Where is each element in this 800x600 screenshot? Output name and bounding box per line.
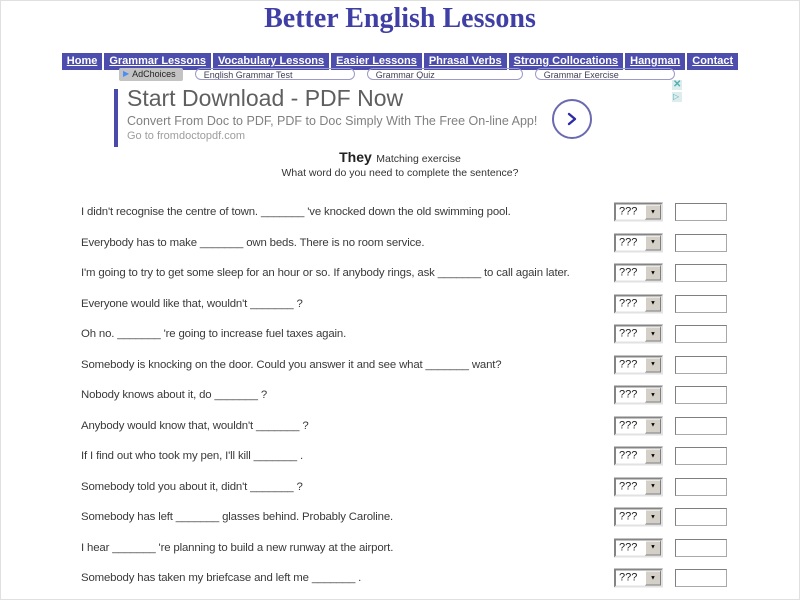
dropdown-arrow-icon: ▼ — [650, 575, 656, 582]
exercise-instruction: What word do you need to complete the sentence? — [281, 167, 519, 179]
answer-dropdown[interactable] — [614, 325, 663, 344]
nav-item-home[interactable]: Home — [62, 53, 103, 70]
dropdown-button[interactable] — [645, 205, 661, 220]
exercise-row-3 — [1, 258, 800, 289]
dropdown-arrow-icon: ▼ — [650, 392, 656, 399]
dropdown-arrow-icon: ▼ — [650, 331, 656, 338]
exercise-subtitle: Matching exercise — [376, 153, 461, 165]
ad-link-english-grammar-test[interactable]: English Grammar Test — [195, 68, 355, 80]
sentence-text: Oh no. _______ 're going to increase fuel taxes again. — [81, 328, 347, 341]
answer-input[interactable] — [675, 203, 727, 221]
dropdown-arrow-icon: ▼ — [650, 453, 656, 460]
adchoices-label: AdChoices — [132, 69, 176, 79]
next-chevron-icon — [564, 111, 580, 127]
page-title: Better English Lessons — [264, 3, 536, 34]
dropdown-value: ??? — [619, 266, 638, 279]
nav-item-vocabulary-lessons[interactable]: Vocabulary Lessons — [213, 53, 329, 70]
ad-controls — [672, 80, 682, 102]
answer-dropdown[interactable] — [614, 355, 663, 374]
answer-dropdown[interactable] — [614, 477, 663, 496]
dropdown-value: ??? — [619, 571, 638, 584]
dropdown-value: ??? — [619, 480, 638, 493]
dropdown-arrow-icon: ▼ — [650, 239, 656, 246]
answer-dropdown[interactable] — [614, 508, 663, 527]
sentence-text: Everyone would like that, wouldn't _______ ? — [81, 297, 303, 310]
ad-description: Convert From Doc to PDF, PDF to Doc Simply With The Free On-line App! — [127, 114, 538, 128]
sentence-text: Somebody has taken my briefcase and left me _______ . — [81, 572, 362, 585]
exercise-row-13 — [1, 563, 800, 594]
dropdown-button[interactable] — [645, 235, 661, 250]
answer-dropdown[interactable] — [614, 264, 663, 283]
answer-dropdown[interactable] — [614, 416, 663, 435]
dropdown-button[interactable] — [645, 540, 661, 555]
sentence-text: If I find out who took my pen, I'll kill _______ . — [81, 450, 303, 463]
dropdown-button[interactable] — [645, 479, 661, 494]
exercise-row-9 — [1, 441, 800, 472]
ad-close-icon[interactable]: ✕ — [673, 79, 682, 90]
exercise-row-2 — [1, 228, 800, 259]
exercise-row-1 — [1, 197, 800, 228]
ad-banner — [114, 87, 676, 149]
exercise-rows — [1, 197, 800, 594]
dropdown-button[interactable] — [645, 266, 661, 281]
dropdown-button[interactable] — [645, 510, 661, 525]
ad-headline[interactable]: Start Download - PDF Now — [127, 85, 404, 111]
sentence-text: Somebody has left _______ glasses behind. Probably Caroline. — [81, 511, 394, 524]
sentence-text: Nobody knows about it, do _______ ? — [81, 389, 267, 402]
dropdown-button[interactable] — [645, 418, 661, 433]
answer-input[interactable] — [675, 417, 727, 435]
exercise-row-5 — [1, 319, 800, 350]
answer-input[interactable] — [675, 539, 727, 557]
ad-link-grammar-quiz[interactable]: Grammar Quiz — [367, 68, 523, 80]
dropdown-value: ??? — [619, 297, 638, 310]
dropdown-value: ??? — [619, 236, 638, 249]
dropdown-arrow-icon: ▼ — [650, 209, 656, 216]
dropdown-arrow-icon: ▼ — [650, 514, 656, 521]
dropdown-value: ??? — [619, 388, 638, 401]
dropdown-button[interactable] — [645, 449, 661, 464]
sentence-text: I'm going to try to get some sleep for an hour or so. If anybody rings, ask _______ to call again later. — [81, 267, 570, 280]
nav-item-strong-collocations[interactable]: Strong Collocations — [509, 53, 624, 70]
dropdown-button[interactable] — [645, 357, 661, 372]
answer-input[interactable] — [675, 569, 727, 587]
answer-dropdown[interactable] — [614, 538, 663, 557]
dropdown-arrow-icon: ▼ — [650, 361, 656, 368]
exercise-row-6 — [1, 350, 800, 381]
exercise-row-4 — [1, 289, 800, 320]
dropdown-arrow-icon: ▼ — [650, 544, 656, 551]
dropdown-value: ??? — [619, 358, 638, 371]
nav-item-grammar-lessons[interactable]: Grammar Lessons — [104, 53, 211, 70]
answer-dropdown[interactable] — [614, 203, 663, 222]
sentence-text: Somebody told you about it, didn't _______ ? — [81, 480, 303, 493]
ad-links-row — [119, 67, 675, 81]
exercise-heading — [1, 149, 799, 167]
dropdown-value: ??? — [619, 419, 638, 432]
answer-dropdown[interactable] — [614, 569, 663, 588]
exercise-row-11 — [1, 502, 800, 533]
answer-input[interactable] — [675, 508, 727, 526]
ad-banner-bar — [114, 89, 118, 147]
answer-input[interactable] — [675, 386, 727, 404]
dropdown-button[interactable] — [645, 571, 661, 586]
adchoices-badge[interactable] — [119, 68, 183, 81]
answer-input[interactable] — [675, 234, 727, 252]
sentence-text: I hear _______ 're planning to build a new runway at the airport. — [81, 541, 394, 554]
dropdown-button[interactable] — [645, 296, 661, 311]
ad-info-triangle-icon[interactable]: ▷ — [672, 92, 682, 102]
nav-item-easier-lessons[interactable]: Easier Lessons — [331, 53, 422, 70]
answer-dropdown[interactable] — [614, 386, 663, 405]
sentence-text: Everybody has to make _______ own beds. There is no room service. — [81, 236, 425, 249]
answer-dropdown[interactable] — [614, 233, 663, 252]
dropdown-arrow-icon: ▼ — [650, 300, 656, 307]
dropdown-arrow-icon: ▼ — [650, 422, 656, 429]
answer-dropdown[interactable] — [614, 447, 663, 466]
exercise-row-12 — [1, 533, 800, 564]
answer-input[interactable] — [675, 295, 727, 313]
ad-next-arrow-button[interactable] — [552, 99, 592, 139]
answer-input[interactable] — [675, 325, 727, 343]
ad-link-grammar-exercise[interactable]: Grammar Exercise — [535, 68, 675, 80]
dropdown-value: ??? — [619, 449, 638, 462]
answer-dropdown[interactable] — [614, 294, 663, 313]
dropdown-value: ??? — [619, 327, 638, 340]
exercise-row-10 — [1, 472, 800, 503]
sentence-text: I didn't recognise the centre of town. _______ 've knocked down the old swimming pool. — [81, 206, 511, 219]
answer-input[interactable] — [675, 264, 727, 282]
exercise-row-8 — [1, 411, 800, 442]
sentence-text: Anybody would know that, wouldn't _______ ? — [81, 419, 309, 432]
dropdown-value: ??? — [619, 510, 638, 523]
sentence-text: Somebody is knocking on the door. Could you answer it and see what _______ want? — [81, 358, 502, 371]
nav-item-phrasal-verbs[interactable]: Phrasal Verbs — [424, 53, 507, 70]
adchoices-triangle-icon: ▶ — [123, 69, 130, 78]
exercise-title: They — [339, 149, 372, 165]
ad-url-link[interactable]: Go to fromdoctopdf.com — [127, 130, 245, 142]
dropdown-button[interactable] — [645, 388, 661, 403]
dropdown-arrow-icon: ▼ — [650, 270, 656, 277]
nav-item-hangman[interactable]: Hangman — [625, 53, 685, 70]
nav-item-contact[interactable]: Contact — [687, 53, 738, 70]
answer-input[interactable] — [675, 478, 727, 496]
dropdown-value: ??? — [619, 205, 638, 218]
dropdown-button[interactable] — [645, 327, 661, 342]
answer-input[interactable] — [675, 356, 727, 374]
answer-input[interactable] — [675, 447, 727, 465]
dropdown-value: ??? — [619, 541, 638, 554]
exercise-row-7 — [1, 380, 800, 411]
dropdown-arrow-icon: ▼ — [650, 483, 656, 490]
